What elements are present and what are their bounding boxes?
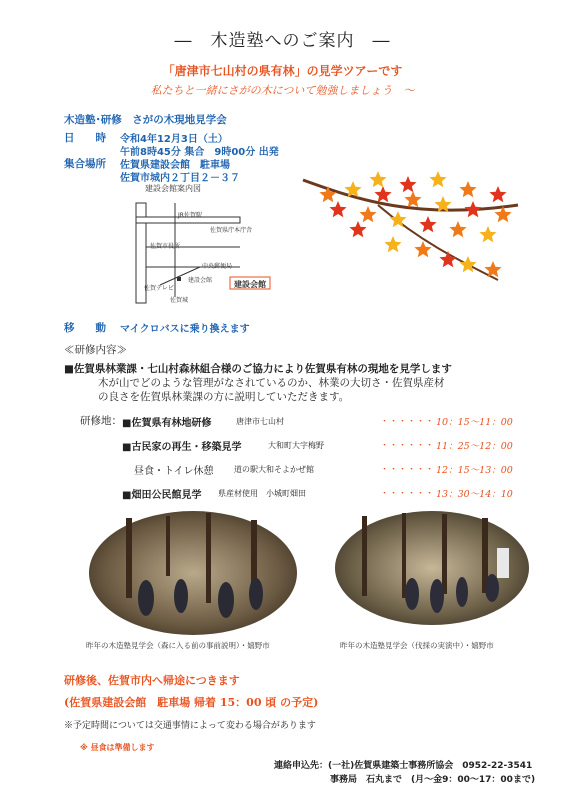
schedule-dots-1: ・・・・・・ [380,417,435,427]
tour-subtitle: 「唐津市七山村の県有林」の見学ツアーです [162,64,403,78]
content-para-2: 木が山でどのような管理がなされているのか、林業の大切さ・佐賀県産材 [98,377,445,389]
schedule-title-1: ■佐賀県有林地研修 [122,418,212,429]
photo-forest-briefing [86,508,300,638]
schedule-title-2: ■古民家の再生・移築見学 [122,442,242,453]
map-label-station: JR佐賀駅 [178,212,202,219]
move-value: マイクロバスに乗り換えます [120,324,250,335]
maple-leaf-icon [459,181,476,197]
traffic-note: ※予定時間については交通事情によって変わる場合があります [64,721,316,731]
maple-leaf-icon [479,226,496,242]
maple-leaf-icon [489,186,506,202]
schedule-time-2: 11：25～12：00 [436,441,513,452]
maple-leaf-icon [464,201,481,217]
schedule-detail-1: 唐津市七山村 [236,417,284,426]
content-heading: ≪研修内容≫ [64,344,127,356]
date-line1: 令和4年12月3日（土） [120,134,228,145]
place-label: 集合場所 [64,158,106,170]
date-label: 日 時 [64,132,106,144]
map-title: 建設会館案内図 [145,184,201,193]
maple-leaf-icon [404,191,421,207]
lunch-note: ※ 昼食は準備します [80,743,155,752]
map-label-hall: 建設会館 [188,277,213,284]
contact-line1: 連絡申込先：(一社)佐賀県建築士事務所協会 0952-22-3541 [274,761,533,771]
maple-leaf-icon [439,251,456,267]
place-line2: 佐賀市城内２丁目２－３７ [120,173,240,184]
event-heading: 木造塾･研修 さがの木現地見学会 [64,114,227,126]
schedule-time-1: 10：15～11：00 [436,417,513,428]
schedule-detail-3: 道の駅大和そよかぜ館 [234,465,314,474]
maple-leaves-illustration [298,150,528,300]
map-label-pref: 佐賀県庁本庁舎 [210,227,253,234]
map-callout: 建設会館 [234,280,266,289]
move-label: 移 動 [64,322,106,334]
map-label-castle: 佐賀城 [170,297,189,304]
tour-tagline: 私たちと一緒にさがの木について勉強しましょう ～ [150,84,415,97]
maple-leaf-icon [419,216,436,232]
maple-leaf-icon [359,206,376,222]
maple-leaf-icon [329,201,346,217]
date-line2: 午前8時45分 集合 9時00分 出発 [120,147,279,158]
maple-leaf-icon [384,236,401,252]
schedule-time-3: 12：15～13：00 [436,465,513,476]
place-line1: 佐賀県建設会館 駐車場 [120,160,230,171]
photo-caption-left: 昨年の木造塾見学会（森に入る前の事前説明）・嬉野市 [86,641,270,650]
return-line1: 研修後、佐賀市内へ帰途につきます [64,674,240,687]
schedule-dots-3: ・・・・・・ [380,465,435,475]
maple-leaf-icon [399,176,416,192]
maple-leaf-icon [349,221,366,237]
content-para-1: ■佐賀県林業課・七山村森林組合様のご協力により佐賀県有林の現地を見学します [64,363,452,375]
maple-leaf-icon [459,256,476,272]
photo-logging-demo [332,508,532,628]
schedule-detail-4: 県産材使用 小城町畑田 [218,489,306,498]
return-line2: (佐賀県建設会館 駐車場 帰着 15：00 頃 の予定) [64,696,319,709]
schedule-detail-2: 大和町大字梅野 [268,441,324,450]
content-para-3: の良さを佐賀県林業課の方に説明していただきます。 [98,391,350,403]
photo-caption-right: 昨年の木造塾見学会（伐採の実演中）・嬉野市 [340,641,494,650]
maple-leaf-icon [429,171,446,187]
schedule-dots-4: ・・・・・・ [380,489,435,499]
access-map [130,183,280,308]
schedule-prefix: 研修地： [80,415,122,427]
schedule-dots-2: ・・・・・・ [380,441,435,451]
schedule-time-4: 13：30～14：10 [436,489,513,500]
schedule-title-3: 昼食・トイレ休憩 [134,466,214,477]
contact-line2: 事務局 石丸まで (月～金9：00～17：00まで) [330,775,536,785]
map-label-post: 中央郵便局 [202,263,233,270]
maple-leaf-icon [319,186,336,202]
map-label-tv: 佐賀テレビ [144,285,174,292]
maple-leaf-icon [374,186,391,202]
schedule-title-4: ■畑田公民館見学 [122,490,202,501]
maple-leaf-icon [449,221,466,237]
map-label-city: 佐賀市役所 [150,243,181,250]
maple-leaf-icon [369,171,386,187]
page-title: ― 木造塾へのご案内 ― [174,31,391,51]
